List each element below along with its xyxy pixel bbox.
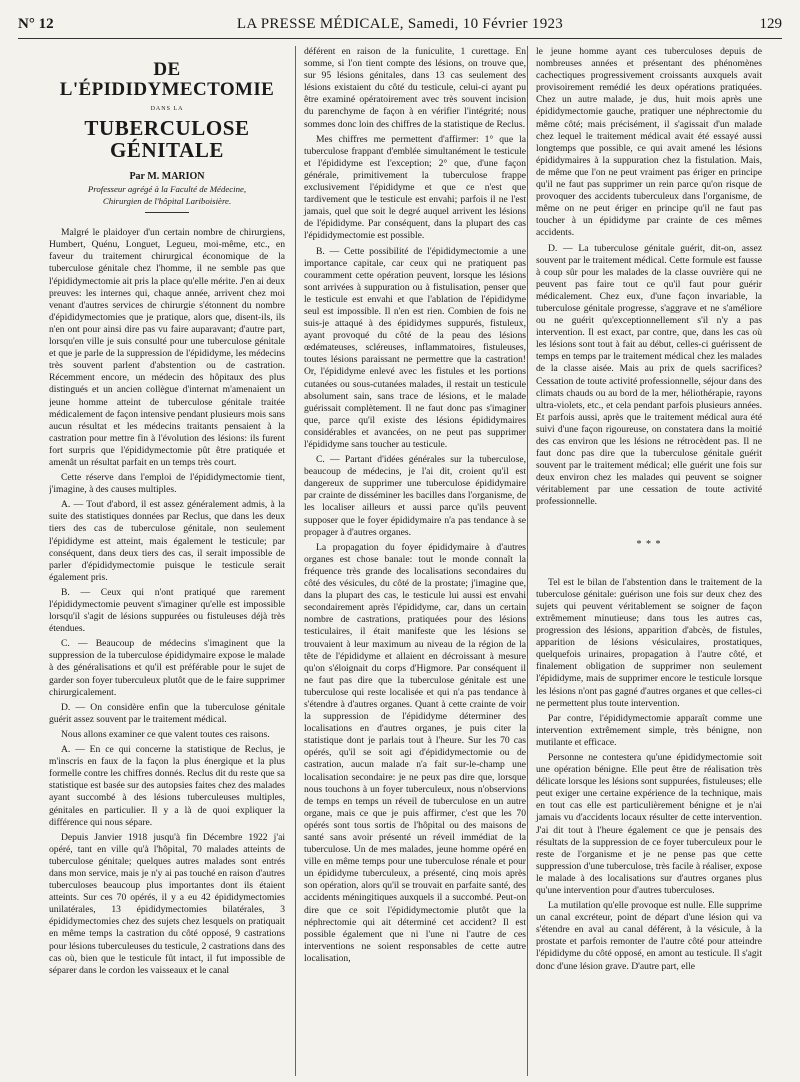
paragraph: Mes chiffres me permettent d'affirmer: 1° que la tuberculose frappant d'emblée simultanément le testicule et l'épididyme est l'exception; 2° que, d'une façon générale, primitivement la tuberculose frappe exclusivement l'épididyme et que ce n'est que tardivement que le testicule est envahi; parfois il ne l'est jamais, quel que soit le degré auquel arrivent les lésions de l'épididyme. Par conséquent, dans la plupart des cas l'épididymectomie est possible. xyxy=(304,133,526,242)
paragraph: La mutilation qu'elle provoque est nulle. Elle supprime un canal excréteur, point de départ d'une lésion qui va s'étendre en aval au canal déférent, à la vésicule, à la prostate et parfois remonter de l'autre côté pour atteindre l'épididyme du côté opposé, en amont au testicule. Il s'agit donc d'une lésion grave. D'autre part, elle xyxy=(536,900,762,972)
paragraph: Personne ne contestera qu'une épididymectomie soit une opération bénigne. Elle peut être de réalisation très délicate lorsque les lésions sont suppurées, fistuleuses; elle peut exiger une certaine expérience de la technique, mais en tout cas elle est particulièrement bénigne et je n'ai jamais vu d'accidents locaux résulter de cette intervention. J'ai dit tout à l'heure également ce que je pensais des résultats de la suppression de ce foyer tuberculeux pour le reste de l'organisme et je ne pense pas que cette suppression d'une tuberculose, très facile à réaliser, expose le malade à des localisations sur d'autres organes plus qu'une intervention pour d'autres tuberculoses. xyxy=(536,751,762,896)
paragraph: B. — Cette possibilité de l'épididymectomie a une importance capitale, car ceux qui ne pratiquent pas couramment cette opération peuvent, lorsque les lésions sont arrivées à suppuration ou à fistulisation, penser que le testicule est envahi et que l'ablation de l'épididyme seul est impossible. Il n'en est rien. Combien de fois ne suis-je attaqué à des épididymes suppurés, fistuleux, ayant provoqué du côté de la peau des lésions œdémateuses, scléreuses, inflammatoires, fistuleuses, toutes lésions paraissant ne permettre que la castration! Or, l'épididyme enlevé avec les fistules et les portions cutanées ou sous-cutanées malades, il restait un testicule absolument sain, sans trace de lésions, et le malade guérissait complètement. Il ne faut donc pas s'imaginer que, parce qu'il existe des lésions épididymaires considérables et avancées, on ne peut pas supprimer l'épididyme sans toucher au testicule. xyxy=(304,245,526,450)
paragraph: Tel est le bilan de l'abstention dans le traitement de la tuberculose génitale: guérison une fois sur deux chez des sujets qui peuvent véritablement se soigner de façon extrêmement minutieuse; dans tous les autres cas, progression des lésions, apparition d'abcès, de fistules, apparition de lésions vésiculaires, prostatiques, quelquefois urinaires, propagation à l'autre côté, et finalement obligation de supprimer non seulement l'épididyme, mais de supprimer encore le testicule lorsque les lésions n'ont pas gagné d'autres organes et que celles-ci ne permettent plus toute intervention. xyxy=(536,576,762,709)
paragraph: A. — Tout d'abord, il est assez généralement admis, à la suite des statistiques données par Reclus, que dans les deux tiers des cas de tuberculose génitale, non seulement l'épididyme est atteint, mais également le testicule; par conséquent, dans deux tiers des cas, il serait impossible de parler d'épididymectomie puisque le testicule serait également pris. xyxy=(49,499,285,583)
article-columns xyxy=(0,46,800,1076)
paragraph: Nous allons examiner ce que valent toutes ces raisons. xyxy=(61,728,270,740)
column-1 xyxy=(49,46,285,1076)
paragraph: D. — On considère enfin que la tuberculose génitale guérit assez souvent par le traitement médical. xyxy=(49,701,285,725)
article-author: Par M. MARION xyxy=(129,171,205,183)
article-title: DE L'ÉPIDIDYMECTOMIE xyxy=(59,59,275,100)
article-subtitle: TUBERCULOSE GÉNITALE xyxy=(84,116,250,163)
title-divider xyxy=(145,212,189,213)
journal-title: LA PRESSE MÉDICALE, Samedi, 10 Février 1923 xyxy=(236,16,564,32)
paragraph: Depuis Janvier 1918 jusqu'à fin Décembre 1922 j'ai opéré, tant en ville qu'à l'hôpital, 70 malades atteints de tuberculose génitale; quelques autres malades sont entrés dans mon service, mais je n'y ai pas touché en raison d'autres tuberculoses beaucoup plus importantes dont ils étaient atteints. Sur ces 70 opérés, il y a eu 42 épididymectomies unilatérales, 13 épididymectomies bilatérales, 3 épididymectomies chez des sujets chez lesquels on pratiquait en même temps la castration du côté opposé, 9 castrations pour lésions tuberculeuses du testicule, 2 castrations dans des cas où, bien que le testicule fût intact, il fut impossible de séparer dans le cordon les vaisseaux et le canal xyxy=(49,831,285,976)
paragraph: D. — La tuberculose génitale guérit, dit-on, assez souvent par le traitement médical. Cette formule est fausse à coup sûr pour les malades de la classe ouvrière qui ne peuvent pas faire tout ce qu'il faut pour guérir médicalement. Chez eux, d'une façon invariable, la tuberculose génitale progresse, s'aggrave et ne s'améliore ou ne guérit qu'exceptionnellement s'il n'y a pas intervention. Il est exact, par contre, que, dans les cas où les lésions sont tout à fait au début, celles-ci guérissent de temps en temps par le traitement médical chez les malades de la classe aisée. Mais au prix de quels sacrifices? Cessation de toute activité professionnelle, séjour dans des climats chauds ou au bord de la mer, héliothérapie, rayons ultra-violets, etc., et cela pendant parfois plusieurs années. Et parfois aussi, après que le traitement médical aura été suivi d'une façon rigoureuse, on constatera dans la moitié des cas environ que les lésions ne rétrocèdent pas. Il ne faut donc pas dire que la tuberculose génitale guérit souvent par le traitement médical; elle guérit une fois sur deux environ chez les malades qui peuvent se soigner véritablement par une cessation de toute activité professionnelle. xyxy=(536,242,762,508)
page-number: 129 xyxy=(759,16,782,32)
paragraph: A. — En ce qui concerne la statistique de Reclus, je m'inscris en faux de la façon la plus énergique et la plus formelle contre les chiffres donnés. Reclus dit du reste que sa statistique est basée sur des autopsies faites chez des malades ayant succombé à des lésions tuberculeuses multiples, génitales en particulier. Il y a là de quoi expliquer la différence qui nous sépare. xyxy=(49,744,285,828)
paragraph: Cette réserve dans l'emploi de l'épididymectomie tient, j'imagine, à des causes multiples. xyxy=(49,472,285,496)
column-2 xyxy=(295,46,526,1076)
paragraph: le jeune homme ayant ces tuberculoses depuis de nombreuses années et présentant des phénomènes cachectiques progressivement croissants auxquels avait provisoirement remédié les deux opérations pratiquées. Chez un autre malade, je dus, huit mois après une épididymectomie gauche, pratiquer une néphrectomie du même côté; mais précisément, il s'agissait d'un malade chez lequel le traitement médical avait été essayé aussi longtemps que possible, ce qui avait amené les lésions épididymaires à la suppuration chez la fistulation. Mais, de même que l'on ne peut vraiment pas ériger en principe qu'il ne faut pas supprimer un rein parce qu'on risque de provoquer des accidents tuberculeux dans l'organisme, de même on ne peut ériger en principe qu'il ne faut pas toucher à un épididyme par crainte de ces mêmes accidents. xyxy=(536,46,762,239)
author-affiliation-2: Chirurgien de l'hôpital Lariboisière. xyxy=(102,195,232,206)
paragraph: Par contre, l'épididymectomie apparaît comme une intervention extrêmement simple, très bénigne, non mutilante et efficace. xyxy=(536,712,762,748)
paragraph: B. — Ceux qui n'ont pratiqué que rarement l'épididymectomie peuvent s'imaginer qu'elle est impossible lorsqu'il s'agit de lésions suppurées ou fistuleuses déjà très étendues. xyxy=(49,586,285,635)
page-header xyxy=(18,16,782,39)
paragraph: déférent en raison de la funiculite, 1 curettage. En somme, si l'on tient compte des lésions, on trouve que, sur 95 lésions génitales, dans 13 cas seulement des lésions existaient du côté du testicule, celui-ci ayant pu être examiné opératoirement avec très souvent incision du parenchyme de façon à en vérifier l'intégrité; nous sommes donc loin des chiffres de la statistique de Reclus. xyxy=(304,46,526,130)
section-asterism: * * * xyxy=(636,538,662,550)
author-affiliation-1: Professeur agrégé à la Faculté de Médecine, xyxy=(87,184,247,195)
paragraph: La propagation du foyer épididymaire à d'autres organes est chose banale: tout le monde connaît la fréquence très grande des localisations secondaires du côté des vésicules, du côté de la prostate; j'imagine que, dans la plupart des cas, le testicule lui aussi est envahi secondairement après l'épididyme, car, dans un certain nombre de castrations, pratiquées pour des lésions testiculaires, il était manifeste que les lésions se trouvaient à leur maximum au niveau de la région de la tête de l'épididyme et allaient en décroissant à mesure qu'on s'éloignait du corps d'Higmore. Par conséquent il ne faut pas dire que la tuberculose génitale est une tuberculose qui reste localisée et qui n'a pas tendance à s'étendre à d'autres organes. Quant à cette crainte de voir la suppression de l'épididyme déterminer des localisations en d'autres organes, je puis citer la statistique dont je parlais tout à l'heure. Sur les 70 cas opérés, qu'il se soit agi d'épididymectomie ou de castration, aucun malade n'a fait sur-le-champ une localisation secondaire: je ne peux pas dire que, lorsque nous touchons à un foyer tuberculeux, nous n'observions de temps en temps un réveil de tuberculose en un autre organe, mais ce que je puis affirmer, c'est que les 70 opérés sont tous sortis de l'hôpital ou des maisons de santé sans avoir présenté un réveil immédiat de la tuberculose. Un de mes malades, jeune homme opéré en ville en même temps pour une tuberculose rénale et pour un épididyme tuberculeux, a présenté, cinq mois après son opération, alors qu'il se trouvait en parfaite santé, des accidents méningitiques auxquels il a succombé. Peut-on dire que ce soit l'épididymectomie plutôt que la néphrectomie qui ait déterminé cet accident? Il est possible également que ni l'une ni l'autre de ces interventions ne soient responsables de cette autre localisation, xyxy=(304,541,526,964)
paragraph: C. — Partant d'idées générales sur la tuberculose, beaucoup de médecins, je l'ai dit, croient qu'il est dangereux de supprimer une tuberculose épididymaire par crainte de disséminer les bacilles dans l'organisme, de les localiser ailleurs et aussi parce qu'ils peuvent supposer que le foyer épididymaire n'a pas tendance à se propager à d'autres organes. xyxy=(304,454,526,538)
paragraph: Malgré le plaidoyer d'un certain nombre de chirurgiens, Humbert, Quénu, Longuet, Legueu, moi-même, etc., en faveur du traitement chirurgical économique de la tuberculose génitale chez l'homme, il ne semble pas que l'épididymectomie ait pris la place qu'elle mérite. J'en ai deux preuves: les internes qui, chaque année, arrivent chez moi venant d'autres services de chirurgie s'étonnent du nombre d'épididymectomies que je pratique, alors que, disent-ils, ils n'en ont pour ainsi dire pas vu faire auparavant; d'autre part, lorsqu'en ville je suis consulté pour une tuberculose génitale et que je parle de la suppression de l'épididyme, les médecins très souvent parlent d'abstention ou de castration. Récemment encore, un médecin des hôpitaux des plus distingués et un ancien collègue d'internat m'amenaient un jeune homme atteint de tuberculose génitale traitée médicalement de façon intensive pendant plusieurs mois sans aucun résultat et les médecins traitants pensaient à la castration pour mettre fin à l'évolution des lésions: ils furent fort surpris que l'épididymectomie pût être pratiquée et amenât un résultat parfait en un temps très court. xyxy=(49,227,285,468)
issue-number: N° 12 xyxy=(18,16,54,32)
paragraph: C. — Beaucoup de médecins s'imaginent que la suppression de la tuberculose épididymaire expose le malade à des généralisations et qu'il est préférable pour le sujet de garder son foyer tuberculeux plutôt que de le faire supprimer chirurgicalement. xyxy=(49,638,285,698)
column-3 xyxy=(527,46,762,1076)
article-title-connector: DANS LA xyxy=(150,106,184,112)
